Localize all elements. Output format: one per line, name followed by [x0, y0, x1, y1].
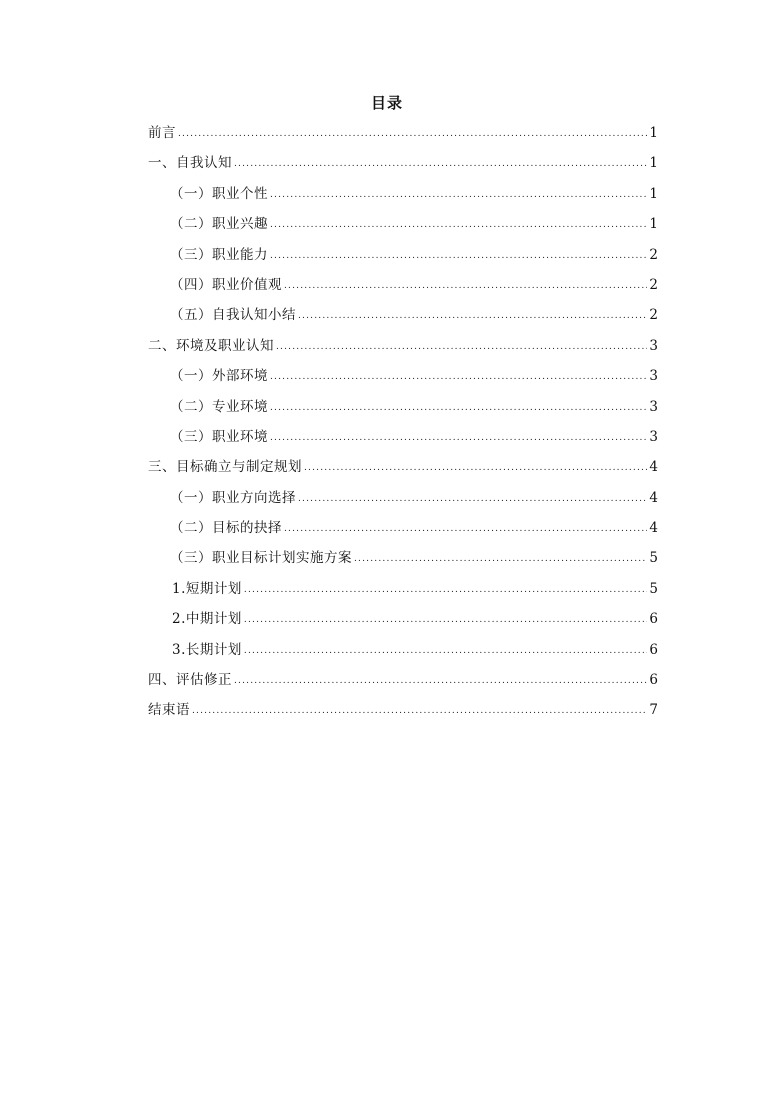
toc-page-number: 2 [649, 276, 658, 293]
toc-page-number: 4 [649, 520, 658, 537]
toc-page-number: 3 [649, 368, 658, 385]
toc-dot-leader [234, 154, 647, 174]
toc-dot-leader [270, 428, 647, 448]
toc-entry[interactable] [148, 179, 658, 209]
toc-page-number: 3 [649, 428, 658, 445]
toc-entry[interactable] [148, 300, 658, 330]
toc-entry-title: （一）职业方向选择 [170, 489, 296, 506]
toc-entry[interactable] [148, 635, 658, 665]
toc-entry[interactable] [148, 422, 658, 452]
toc-page-number: 3 [649, 337, 658, 354]
toc-entry[interactable] [148, 331, 658, 361]
toc-entry[interactable] [148, 452, 658, 482]
toc-page-number: 6 [649, 611, 658, 628]
toc-entry-title: （四）职业价值观 [170, 276, 282, 293]
toc-entry-title: 一、自我认知 [148, 155, 232, 172]
toc-entry[interactable] [148, 148, 658, 178]
toc-entry-title: 1.短期计划 [172, 580, 242, 597]
toc-entry-title: 三、目标确立与制定规划 [148, 459, 302, 476]
toc-entry[interactable] [148, 604, 658, 634]
toc-page-number: 2 [649, 246, 658, 263]
toc-entry-title: （二）目标的抉择 [170, 520, 282, 537]
toc-entry-title: （三）职业目标计划实施方案 [170, 550, 352, 567]
toc-page-number: 1 [649, 155, 658, 172]
toc-dot-leader [192, 701, 647, 721]
toc-entry[interactable] [148, 240, 658, 270]
toc-entry[interactable] [148, 574, 658, 604]
toc-dot-leader [234, 671, 647, 691]
toc-page-number: 1 [649, 216, 658, 233]
toc-page-number: 3 [649, 398, 658, 415]
toc-entry-title: 前言 [148, 125, 176, 141]
toc-entry-title: 3.长期计划 [172, 641, 242, 658]
toc-dot-leader [244, 580, 648, 600]
toc-page-number: 4 [649, 489, 658, 506]
toc-entry-title: 2.中期计划 [172, 611, 242, 628]
toc-page-number: 1 [649, 125, 658, 141]
toc-entry[interactable] [148, 665, 658, 695]
toc-dot-leader [298, 489, 647, 509]
toc-entry-title: （二）专业环境 [170, 398, 268, 415]
toc-dot-leader [284, 519, 647, 539]
toc-page-number: 5 [649, 580, 658, 597]
toc-list [148, 118, 658, 726]
toc-entry-title: （二）职业兴趣 [170, 216, 268, 233]
toc-entry-title: 四、评估修正 [148, 672, 232, 689]
toc-page-number: 4 [649, 459, 658, 476]
toc-entry[interactable] [148, 361, 658, 391]
toc-title: 目录 [370, 94, 403, 112]
toc-entry-title: （一）职业个性 [170, 185, 268, 202]
toc-dot-leader [354, 549, 647, 569]
toc-entry[interactable] [148, 270, 658, 300]
toc-page-number: 6 [649, 641, 658, 658]
toc-page-number: 7 [649, 702, 658, 719]
toc-entry[interactable] [148, 392, 658, 422]
toc-entry[interactable] [148, 118, 658, 148]
toc-dot-leader [270, 215, 647, 235]
toc-entry[interactable] [148, 209, 658, 239]
toc-entry-title: （五）自我认知小结 [170, 307, 296, 324]
toc-dot-leader [284, 276, 647, 296]
toc-dot-leader [298, 306, 647, 326]
toc-page-number: 6 [649, 672, 658, 689]
toc-entry[interactable] [148, 513, 658, 543]
toc-page-number: 5 [649, 550, 658, 567]
toc-entry-title: （一）外部环境 [170, 368, 268, 385]
toc-dot-leader [304, 458, 647, 478]
toc-dot-leader [244, 610, 648, 630]
toc-page-number: 1 [649, 185, 658, 202]
toc-dot-leader [270, 185, 647, 205]
toc-entry-title: （三）职业能力 [170, 246, 268, 263]
toc-dot-leader [178, 124, 647, 144]
toc-entry[interactable] [148, 695, 658, 725]
toc-dot-leader [270, 398, 647, 418]
toc-page-number: 2 [649, 307, 658, 324]
toc-dot-leader [244, 641, 648, 661]
toc-dot-leader [270, 367, 647, 387]
toc-dot-leader [270, 246, 647, 266]
toc-dot-leader [276, 337, 647, 357]
toc-entry-title: （三）职业环境 [170, 428, 268, 445]
toc-entry-title: 结束语 [148, 702, 190, 719]
toc-entry[interactable] [148, 483, 658, 513]
toc-entry-title: 二、环境及职业认知 [148, 337, 274, 354]
toc-entry[interactable] [148, 543, 658, 573]
